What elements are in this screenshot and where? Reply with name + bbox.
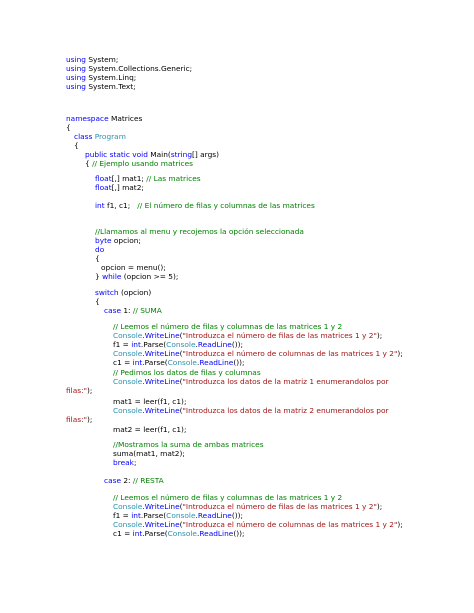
code-line xyxy=(113,377,389,386)
code-line xyxy=(113,529,244,538)
code-keyword: using xyxy=(66,55,86,64)
code-line xyxy=(113,358,244,367)
code-keyword: float xyxy=(95,174,112,183)
code-text: 2: xyxy=(121,476,133,485)
code-text: .Parse( xyxy=(142,358,168,367)
code-text: ); xyxy=(376,502,383,511)
code-line xyxy=(113,449,185,458)
code-line xyxy=(113,511,243,520)
code-line xyxy=(95,288,151,297)
code-comment: // SUMA xyxy=(132,306,162,315)
code-line xyxy=(113,440,264,449)
code-line xyxy=(113,502,382,511)
code-keyword: case xyxy=(104,476,121,485)
code-string: "Introduzca el número de columnas de las matrices 1 y 2" xyxy=(182,349,398,358)
code-line xyxy=(74,132,126,141)
code-keyword: int xyxy=(131,511,141,520)
code-text: Matrices xyxy=(108,114,143,123)
code-line xyxy=(85,159,193,168)
code-line xyxy=(104,306,162,315)
code-line xyxy=(101,263,166,272)
code-text: suma(mat1, mat2); xyxy=(113,449,185,458)
code-type: Console xyxy=(166,511,196,520)
code-line xyxy=(66,123,71,132)
code-keyword: switch xyxy=(95,288,119,297)
code-string: filas:" xyxy=(66,415,87,424)
code-string: "Introduzca el número de filas de las matrices 1 y 2" xyxy=(182,502,377,511)
code-line xyxy=(113,493,342,502)
code-text: { xyxy=(95,297,100,306)
code-text: opcion = menu(); xyxy=(101,263,166,272)
code-text: . xyxy=(142,349,145,358)
code-type: Console xyxy=(167,529,197,538)
code-text: } xyxy=(95,272,103,281)
code-text: ()); xyxy=(231,340,243,349)
code-text: ); xyxy=(397,349,403,358)
code-line xyxy=(95,297,100,306)
code-text: f1 = xyxy=(113,340,132,349)
code-comment: //Mostramos la suma de ambas matrices xyxy=(113,440,264,449)
code-keyword: byte xyxy=(95,236,112,245)
code-text: ( xyxy=(179,406,183,415)
code-line xyxy=(95,201,315,210)
code-keyword: string xyxy=(170,150,193,159)
code-line xyxy=(113,397,186,406)
code-string: "Introduzca el número de columnas de las matrices 1 y 2" xyxy=(182,520,398,529)
code-text: (opcion) xyxy=(118,288,152,297)
code-text: . xyxy=(195,511,198,520)
code-text: { xyxy=(66,123,71,132)
code-keyword: case xyxy=(104,306,121,315)
code-text: (opcion >= 5); xyxy=(121,272,179,281)
code-type: Console xyxy=(113,406,143,415)
code-text: ); xyxy=(376,331,383,340)
code-text: { xyxy=(74,141,79,150)
code-keyword: using xyxy=(66,73,86,82)
code-type: Console xyxy=(166,340,196,349)
code-text: 1: xyxy=(121,306,133,315)
code-text: [,] mat2; xyxy=(111,183,144,192)
code-keyword: int xyxy=(131,340,141,349)
code-text: c1 = xyxy=(113,358,133,367)
code-line xyxy=(66,82,136,91)
code-line xyxy=(95,272,178,281)
code-text: System; xyxy=(85,55,119,64)
code-line xyxy=(66,73,136,82)
code-text: ()); xyxy=(231,511,243,520)
code-string: "Introduzca el número de filas de las matrices 1 y 2" xyxy=(182,331,377,340)
code-line xyxy=(66,55,118,64)
code-line xyxy=(104,476,164,485)
code-text: . xyxy=(142,331,145,340)
code-text: ( xyxy=(179,331,183,340)
code-keyword: WriteLine xyxy=(144,502,180,511)
code-line xyxy=(66,114,142,123)
code-keyword: WriteLine xyxy=(144,331,180,340)
code-keyword: int xyxy=(132,358,143,367)
code-comment: // Ejemplo usando matrices xyxy=(92,159,193,168)
code-comment: // RESTA xyxy=(132,476,164,485)
code-comment: // Leemos el número de filas y columnas de las matrices 1 y 2 xyxy=(113,322,343,331)
code-line xyxy=(95,227,304,236)
code-text: [] args) xyxy=(192,150,219,159)
code-text: ); xyxy=(397,520,403,529)
code-keyword: WriteLine xyxy=(144,349,180,358)
code-keyword: void xyxy=(132,150,148,159)
code-type: Console xyxy=(113,502,143,511)
code-text: ); xyxy=(86,386,93,395)
code-line xyxy=(74,141,79,150)
code-text: System.Text; xyxy=(85,82,136,91)
code-type: Console xyxy=(113,520,143,529)
code-text: ); xyxy=(86,415,93,424)
code-string: "Introduzca los datos de la matriz 2 enumerandolos por xyxy=(182,406,389,415)
code-keyword: WriteLine xyxy=(144,377,180,386)
code-line xyxy=(113,368,261,377)
code-keyword: ReadLine xyxy=(199,529,234,538)
code-text: f1 = xyxy=(113,511,132,520)
code-keyword: WriteLine xyxy=(144,520,180,529)
code-text: . xyxy=(142,406,145,415)
code-keyword: class xyxy=(74,132,93,141)
code-keyword: int xyxy=(132,529,143,538)
code-text: { xyxy=(85,159,93,168)
code-line xyxy=(113,406,389,415)
code-text: opcion; xyxy=(111,236,141,245)
code-text: . xyxy=(196,529,200,538)
code-text: ( xyxy=(179,377,183,386)
code-text: . xyxy=(196,358,200,367)
code-line xyxy=(95,254,100,263)
code-text: . xyxy=(142,520,145,529)
code-line xyxy=(113,458,136,467)
code-comment: //Llamamos al menu y recojemos la opción seleccionada xyxy=(95,227,304,236)
code-text: .Parse( xyxy=(140,511,167,520)
code-line xyxy=(95,245,104,254)
code-string: "Introduzca los datos de la matriz 1 enumerandolos por xyxy=(182,377,389,386)
code-line xyxy=(113,322,342,331)
code-line xyxy=(113,520,403,529)
code-keyword: do xyxy=(95,245,105,254)
code-type: Program xyxy=(94,132,126,141)
code-text: ( xyxy=(179,349,183,358)
code-keyword: ReadLine xyxy=(199,358,234,367)
code-comment: // El número de filas y columnas de las matrices xyxy=(137,201,315,210)
code-line xyxy=(113,349,403,358)
code-text: [,] mat1; xyxy=(111,174,147,183)
code-line xyxy=(113,340,243,349)
code-text: ( xyxy=(179,520,183,529)
code-line xyxy=(95,236,141,245)
code-comment: // Pedimos los datos de filas y columnas xyxy=(113,368,261,377)
code-keyword: ReadLine xyxy=(197,511,232,520)
code-text: ; xyxy=(133,458,137,467)
code-text: . xyxy=(142,502,145,511)
code-text: ()); xyxy=(233,358,245,367)
code-keyword: int xyxy=(95,201,105,210)
code-text: mat2 = leer(f1, c1); xyxy=(113,425,187,434)
code-keyword: static xyxy=(109,150,130,159)
code-keyword: public xyxy=(85,150,108,159)
code-type: Console xyxy=(167,358,197,367)
code-line xyxy=(66,386,92,395)
code-line xyxy=(66,64,192,73)
code-text: ()); xyxy=(233,529,245,538)
code-type: Console xyxy=(113,349,143,358)
code-text: .Parse( xyxy=(142,529,168,538)
code-text: { xyxy=(95,254,100,263)
code-line xyxy=(113,331,382,340)
code-type: Console xyxy=(113,377,143,386)
code-keyword: using xyxy=(66,64,86,73)
code-line xyxy=(113,425,186,434)
code-keyword: namespace xyxy=(66,114,109,123)
code-text: Main( xyxy=(147,150,171,159)
code-text: c1 = xyxy=(113,529,133,538)
code-text: f1, c1; xyxy=(104,201,138,210)
code-line xyxy=(95,174,201,183)
code-type: Console xyxy=(113,331,143,340)
code-text: ( xyxy=(179,502,183,511)
code-line xyxy=(85,150,219,159)
code-keyword: WriteLine xyxy=(144,406,180,415)
code-text: . xyxy=(195,340,198,349)
code-keyword: while xyxy=(102,272,122,281)
code-comment: // Leemos el número de filas y columnas de las matrices 1 y 2 xyxy=(113,493,343,502)
code-keyword: float xyxy=(95,183,112,192)
code-comment: // Las matrices xyxy=(146,174,201,183)
code-keyword: ReadLine xyxy=(197,340,232,349)
code-text: mat1 = leer(f1, c1); xyxy=(113,397,187,406)
code-string: filas:" xyxy=(66,386,87,395)
code-line xyxy=(66,415,92,424)
code-text: .Parse( xyxy=(140,340,167,349)
code-keyword: break xyxy=(113,458,134,467)
code-text: System.Collections.Generic; xyxy=(85,64,193,73)
code-text: . xyxy=(142,377,145,386)
code-text: System.Linq; xyxy=(85,73,137,82)
code-line xyxy=(95,183,144,192)
code-keyword: using xyxy=(66,82,86,91)
